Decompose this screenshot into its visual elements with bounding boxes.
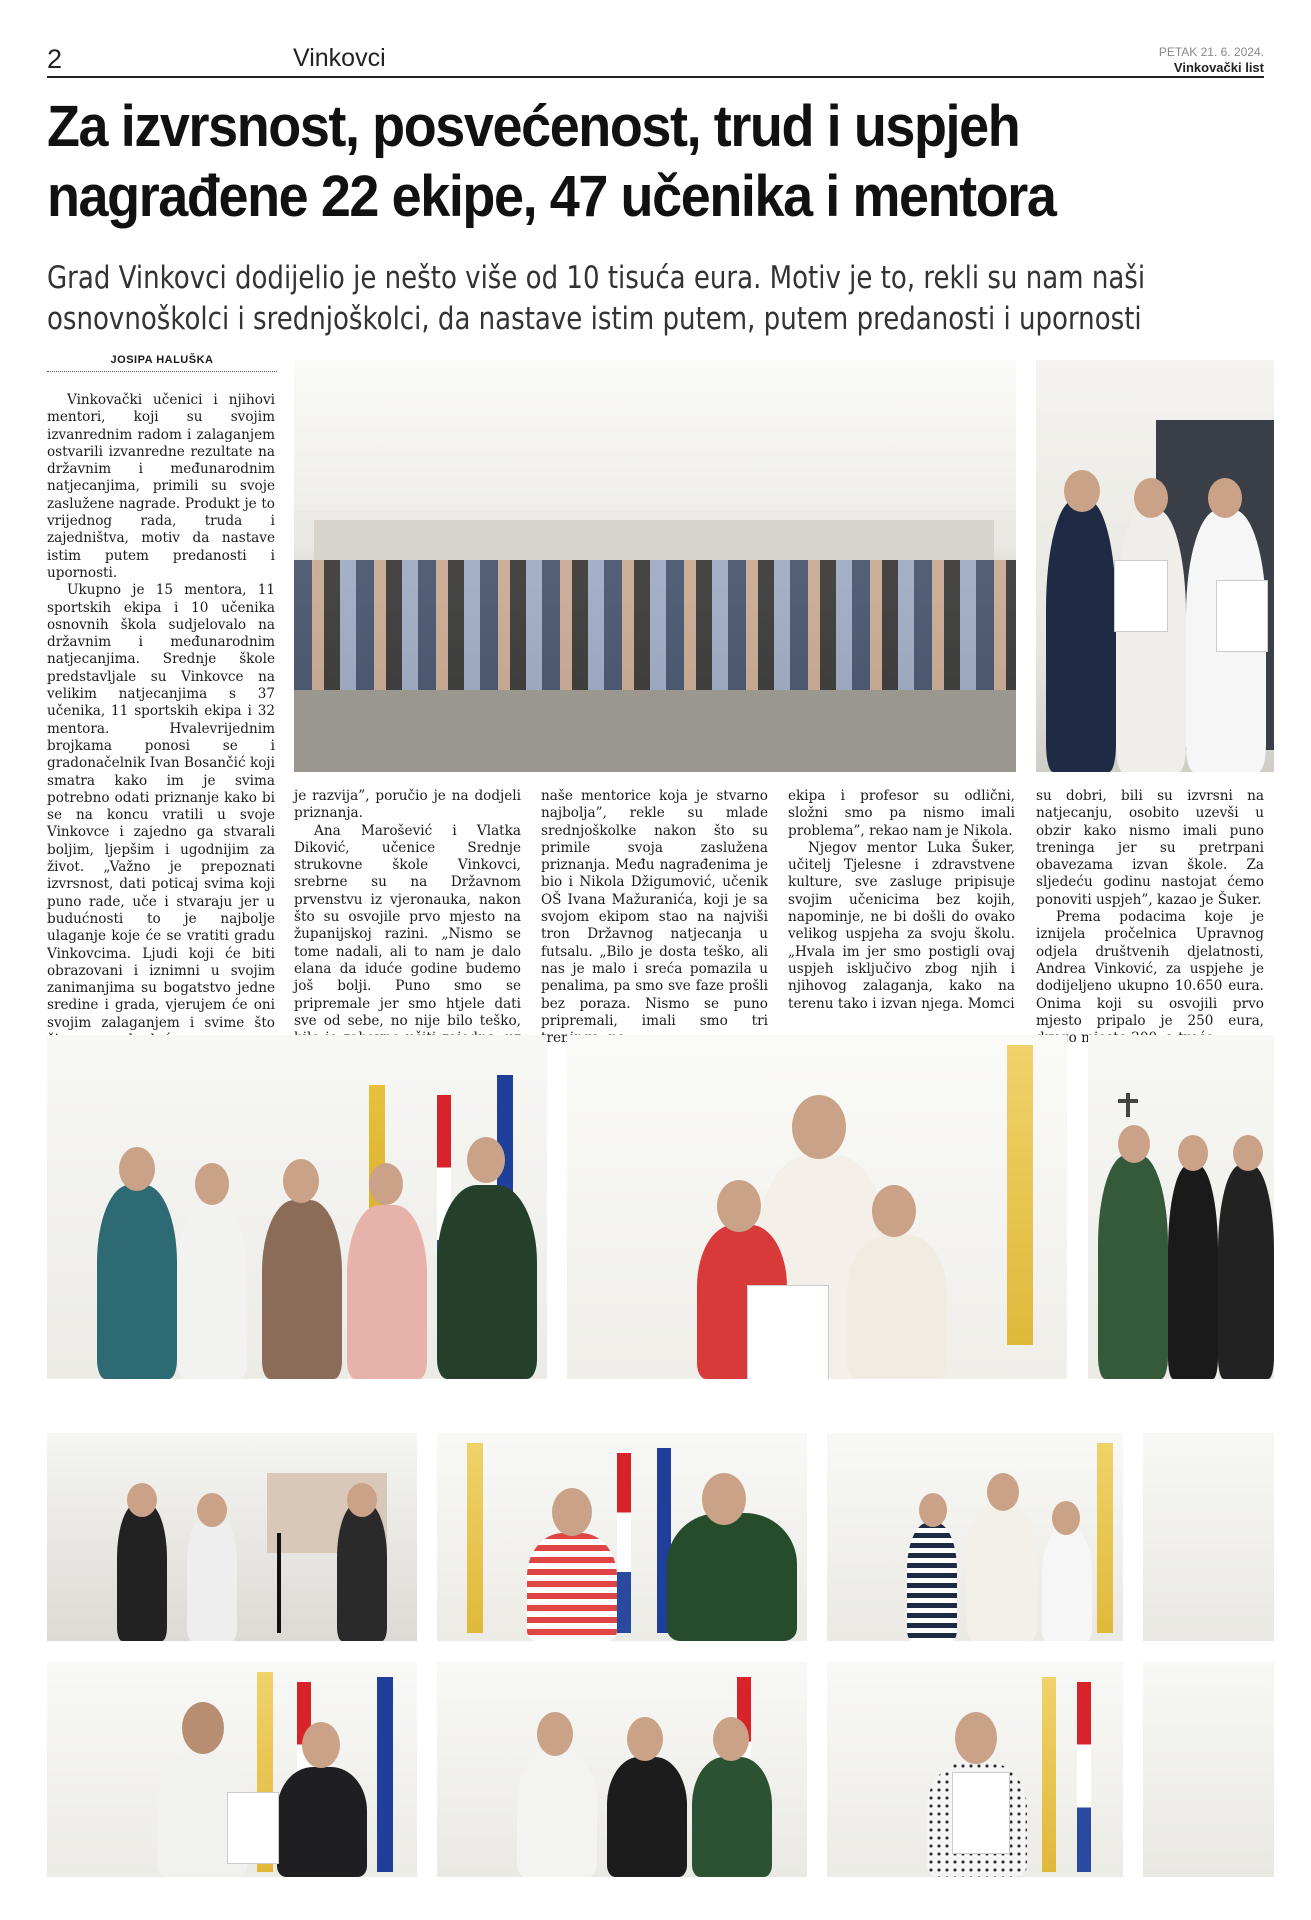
- author-byline: JOSIPA HALUŠKA: [47, 354, 277, 372]
- paragraph: Ukupno je 15 mentora, 11 sportskih ekipa i 10 učenika osnovnih škola sudjelovalo na državnim i međunarodnim natjecanjima. Srednje škole predstavljale su Vinkovce na velikim natjecanjima s 37 učenika, 11 sportskih ekipa i 32 mentora. Hvalevrijednim brojkama ponosi se i gradonačelnik Ivan Bosančić koji smatra kako im je svima potrebno odati priznanje kako bi se na koncu vratili u svoje Vinkovce i zajedno ga stvarali boljim, ljepšim i ugodnijim za život. „Važno je prepoznati izvrsnost, dati poticaj svima koji puno rade, uče i stvaraju jer u budućnosti to je najbolje ulaganje koje će se vratiti gradu Vinkovcima. Ljudi koji će biti obrazovani i iznimni u svojim zanimanjima su bogatstvo jedne sredine i grada, vjerujem će oni svojim zalaganjem i svime što: [47, 582, 275, 1031]
- paragraph: Ana Marošević i Vlatka Diković, učenice Srednje strukovne škole Vinkovci, srebrne su na Državnom prvenstvu iz vjeronauka, nakon što su osvojile prvo mjesto na županijskoj razini. „Nismo se tome nadali, ali to nam je dalo elana da iduće godine budemo još bolji. Puno smo se pripremale jer smo htjele dati sve od sebe, no nije bilo teško,: [294, 822, 521, 1029]
- photo-student-receiving-award: [437, 1433, 807, 1641]
- article-column-4: [788, 788, 1015, 1013]
- subhead-line-2: osnovnoškolci i srednjoškolci, da nastave istim putem, putem predanosti i upornosti: [47, 301, 1142, 337]
- photo-student-with-mentors: [437, 1662, 807, 1877]
- paragraph: Prema podacima koje je iznijela pročelnica Upravnog odjela društvenih djelatnosti, Andrea Vinković, za uspjehe je dodijeljeno ukupno 10.650 eura. Onima koji su osvojili prvo mjesto pripalo je 250 eura,: [1036, 909, 1264, 1029]
- subheadline: [47, 258, 1146, 340]
- photo-musicians: [47, 1433, 417, 1641]
- photo-cropped-right-2: [1143, 1662, 1274, 1877]
- article-column-5: [1036, 788, 1264, 1047]
- article-column-1: [47, 392, 275, 1084]
- paragraph: ekipa i profesor su odlični, složni smo pa nismo imali problema”, rekao nam je Nikola.: [788, 788, 1015, 839]
- photo-three-students: [1036, 360, 1274, 772]
- paragraph: su dobri, bili su izvrsni na natjecanju, osobito uzevši u obzir kako nismo imali puno treninga jer su pretrpani obavezama izvan škole. Za sljedeću godinu nastojat ćemo ponoviti uspjeh”, kazao je Šuker.: [1036, 788, 1264, 908]
- photo-audience-hall: [294, 360, 1016, 772]
- headline-line-1: Za izvrsnost, posvećenost, trud i uspjeh: [47, 94, 1020, 159]
- photo-award-group-left: [47, 1035, 547, 1379]
- header-rule: [47, 76, 1264, 78]
- article-column-3: [541, 788, 768, 1047]
- subhead-line-1: Grad Vinkovci dodijelio je nešto više od 10 tisuća eura. Motiv je to, rekli su nam naši: [47, 260, 1146, 296]
- article-column-2: [294, 788, 521, 1065]
- issue-date: PETAK 21. 6. 2024.: [1158, 45, 1264, 59]
- page-number: 2: [47, 44, 63, 74]
- paragraph: naše mentorice koja je stvarno najbolja”, rekle su mlade srednjoškolke nakon što su primile svoja zaslužena priznanja. Među nagrađenima je bio i Nikola Džigumović, učenik OŠ Ivana Mažuranića, koji je sa svojom ekipom stao na najviši tron Državnog natjecanja u futsalu. „Bilo je dosta teško, ali nas je malo i sreća pomazila u penalima, pa smo sve faze prošli bez poraza. Nismo se puno pripremali, imali smo tri: [541, 788, 768, 1029]
- photo-three-awardees: [827, 1433, 1123, 1641]
- headline-line-2: nagrađene 22 ekipe, 47 učenika i mentora: [47, 164, 1056, 229]
- section-title: Vinkovci: [293, 44, 386, 72]
- photo-young-man-and-woman: [47, 1662, 417, 1877]
- paragraph: je razvija”, poručio je na dodjeli priznanja.: [294, 788, 521, 822]
- headline: [47, 92, 1186, 232]
- paper-name: Vinkovački list: [1173, 60, 1264, 75]
- photo-cropped-right-1: [1143, 1433, 1274, 1641]
- photo-mentor-with-girls: [567, 1035, 1067, 1379]
- photo-futsal-team: [1088, 1035, 1274, 1379]
- paragraph: Njegov mentor Luka Šuker, učitelj Tjelesne i zdravstvene kulture, sve zasluge pripisuje svojim učenicima bez kojih, napominje, ne bi došli do ovako velikog uspjeha za svoju školu. „Hvala im jer smo postigli ovaj uspjeh isključivo zbog njih i njihovog zalaganja, kako na terenu tako i izvan njega. Momci: [788, 839, 1015, 1012]
- paragraph: Vinkovački učenici i njihovi mentori, koji su svojim izvanrednim radom i zalaganjem ostvarili izvanredne rezultate na državnim i međunarodnim natjecanjima, primili su svoje zaslužene nagrade. Produkt je to vrijednog rada, truda i zajedništva, motiv da nastave istim putem predanosti i upornosti.: [47, 392, 275, 581]
- photo-girl-with-certificate: [827, 1662, 1123, 1877]
